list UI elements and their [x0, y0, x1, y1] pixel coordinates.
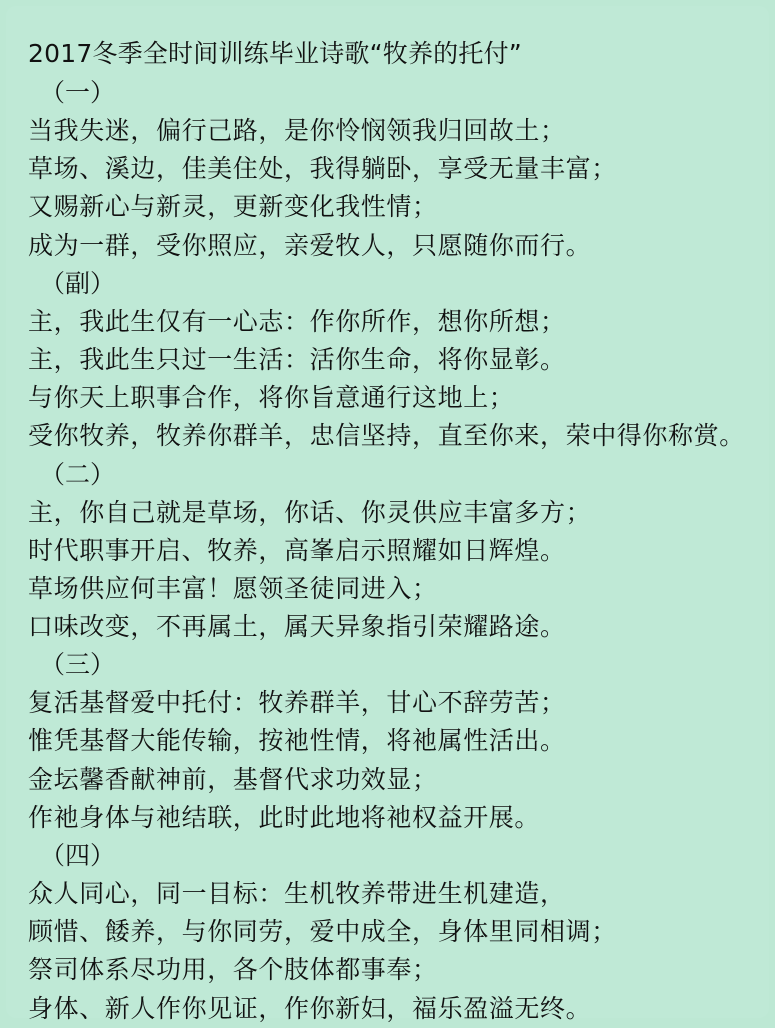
- section-label: （一）: [40, 78, 116, 107]
- poem-line: 主，我此生只过一生活：活你生命，将你显彰。: [28, 344, 566, 374]
- poem-line: 口味改变，不再属土，属天异象指引荣耀路途。: [28, 612, 566, 642]
- poem-line: 又赐新心与新灵，更新变化我性情；: [28, 192, 438, 222]
- poem-line: 顾惜、餧养，与你同劳，爱中成全，身体里同相调；: [28, 917, 617, 947]
- poem-section-3: [28, 646, 769, 837]
- poem-line: 受你牧养，牧养你群羊，忠信坚持，直至你来，荣中得你称赏。: [28, 421, 745, 451]
- section-label: （副）: [40, 268, 116, 298]
- poem-line: 当我失迷，偏行己路，是你怜悯领我归回故土；: [28, 116, 566, 145]
- poem-line: 祭司体系尽功用，各个肢体都事奉；: [28, 955, 438, 985]
- poem-card: [6, 6, 769, 1023]
- poem-line: 草场、溪边，佳美住处，我得躺卧，享受无量丰富；: [28, 154, 617, 184]
- section-label: （四）: [40, 841, 116, 870]
- poem-line: 成为一群，受你照应，亲爱牧人，只愿随你而行。: [28, 230, 592, 260]
- poem-line: 复活基督爱中托付：牧养群羊，甘心不辞劳苦；: [28, 688, 566, 718]
- poem-section-1: [28, 74, 769, 265]
- poem-section-4: [28, 837, 769, 1028]
- poem-line: 与你天上职事合作，将你旨意通行这地上；: [28, 383, 515, 413]
- poem-line: 主，我此生仅有一心志：作你所作，想你所想；: [28, 306, 566, 336]
- poem-line: 惟凭基督大能传输，按祂性情，将祂属性活出。: [28, 726, 566, 756]
- section-label: （二）: [40, 459, 116, 489]
- poem-line: 众人同心，同一目标：生机牧养带进生机建造，: [28, 879, 566, 908]
- section-label: （三）: [40, 650, 116, 680]
- poem-line: 作祂身体与祂结联，此时此地将祂权益开展。: [28, 802, 541, 832]
- poem-title: 2017冬季全时间训练毕业诗歌“牧养的托付”: [28, 39, 522, 68]
- poem-section-2: [28, 456, 769, 647]
- poem-line: 草场供应何丰富！愿领圣徒同进入；: [28, 573, 438, 603]
- poem-line: 时代职事开启、牧养，高峯启示照耀如日辉煌。: [28, 535, 566, 565]
- poem-section-chorus: [28, 265, 769, 456]
- poem-line: 金坛馨香献神前，基督代求功效显；: [28, 764, 438, 794]
- poem-line: 主，你自己就是草场，你话、你灵供应丰富多方；: [28, 497, 592, 527]
- poem-line: 身体、新人作你见证，作你新妇，福乐盈溢无终。: [28, 993, 592, 1023]
